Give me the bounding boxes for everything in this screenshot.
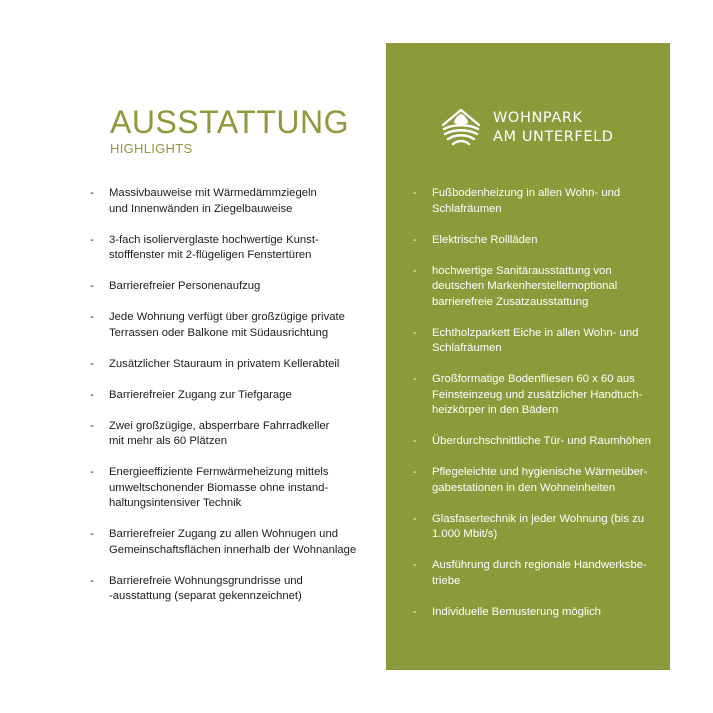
feature-item [413, 605, 658, 621]
feature-text: Glasfasertechnik in jeder Wohnung (bis zu 1.000 Mbit/s) [432, 512, 645, 540]
page-title: AUSSTATTUNG [110, 104, 349, 140]
bullet-dash: - [413, 605, 417, 618]
feature-item [413, 434, 658, 450]
feature-item [90, 186, 370, 217]
feature-text: Echtholzparkett Eiche in allen Wohn- und Schlafräumen [432, 326, 639, 354]
feature-text: Elektrische Rollläden [432, 233, 538, 246]
feature-text: Jede Wohnung verfügt über großzügige private Terrassen oder Balkone mit Südausrichtung [109, 311, 345, 339]
bullet-dash: - [90, 280, 94, 292]
bullet-dash: - [90, 574, 94, 587]
feature-item [90, 233, 370, 264]
feature-text: Massivbauweise mit Wärmedämmziegeln und Innenwänden in Ziegelbauweise [109, 187, 317, 215]
feature-text: Großformatige Bodenfliesen 60 x 60 aus Feinsteinzeug und zusätzlicher Handtuch- heizkörper in den Bädern [432, 373, 643, 416]
bullet-dash: - [413, 435, 417, 447]
bullet-dash: - [90, 388, 94, 401]
feature-text: Individuelle Bemusterung möglich [432, 605, 601, 618]
brand-line-2: AM UNTERFELD [493, 129, 614, 145]
features-list-left [90, 186, 370, 620]
feature-item [413, 465, 658, 496]
feature-item [90, 279, 370, 295]
feature-text: Zwei großzügige, absperrbare Fahrradkeller mit mehr als 60 Plätzen [109, 419, 330, 447]
bullet-dash: - [413, 264, 417, 277]
feature-item [413, 264, 658, 311]
bullet-dash: - [90, 311, 94, 323]
feature-text: hochwertige Sanitärausstattung von deutschen Markenherstellernoptional barrierefreie Zusatzausstattung [432, 264, 618, 308]
bullet-dash: - [90, 357, 94, 370]
feature-item [413, 512, 658, 543]
bullet-dash: - [413, 187, 417, 199]
landscape-logo-icon [439, 104, 483, 148]
features-list-right [413, 186, 658, 636]
feature-text: Ausführung durch regionale Handwerksbe- triebe [432, 559, 647, 587]
feature-item [90, 465, 370, 512]
bullet-dash: - [90, 419, 94, 432]
bullet-dash: - [413, 512, 417, 525]
bullet-dash: - [90, 187, 94, 199]
feature-text: Barrierefreie Wohnungsgrundrisse und -ausstattung (separat gekennzeichnet) [109, 574, 303, 602]
feature-text: Barrierefreier Personenaufzug [109, 280, 261, 292]
feature-item [90, 419, 370, 450]
page-subtitle: HIGHLIGHTS [110, 141, 193, 156]
feature-text: Zusätzlicher Stauraum in privatem Kellerabteil [109, 357, 340, 370]
feature-item [90, 357, 370, 373]
brand-name [493, 109, 614, 147]
feature-item [413, 186, 658, 217]
feature-text: Barrierefreier Zugang zur Tiefgarage [109, 388, 292, 401]
brand-line-1: WOHNPARK [493, 110, 583, 126]
bullet-dash: - [90, 528, 94, 540]
feature-item [90, 310, 370, 341]
bullet-dash: - [413, 559, 417, 571]
feature-text: Barrierefreier Zugang zu allen Wohnugen und Gemeinschaftsflächen innerhalb der Wohnanlage [109, 528, 357, 556]
feature-text: 3-fach isolierverglaste hochwertige Kunst- stofffenster mit 2-flügeligen Fenstertüren [109, 233, 319, 261]
feature-item [90, 527, 370, 558]
bullet-dash: - [413, 373, 417, 385]
feature-item [413, 326, 658, 357]
feature-item [413, 558, 658, 589]
feature-item [90, 388, 370, 404]
feature-item [90, 574, 370, 605]
feature-text: Energieeffiziente Fernwärmeheizung mittels umweltschonender Biomasse ohne instand- haltungsintensiver Technik [109, 466, 329, 509]
bullet-dash: - [413, 326, 417, 339]
feature-item [413, 233, 658, 249]
feature-text: Pflegeleichte und hygienische Wärmeüber- gabestationen in den Wohneinheiten [432, 466, 648, 494]
bullet-dash: - [413, 466, 417, 478]
feature-text: Überdurchschnittliche Tür- und Raumhöhen [432, 435, 651, 447]
bullet-dash: - [413, 233, 417, 246]
feature-item [413, 372, 658, 419]
feature-text: Fußbodenheizung in allen Wohn- und Schlafräumen [432, 187, 621, 215]
bullet-dash: - [90, 233, 94, 246]
bullet-dash: - [90, 466, 94, 478]
